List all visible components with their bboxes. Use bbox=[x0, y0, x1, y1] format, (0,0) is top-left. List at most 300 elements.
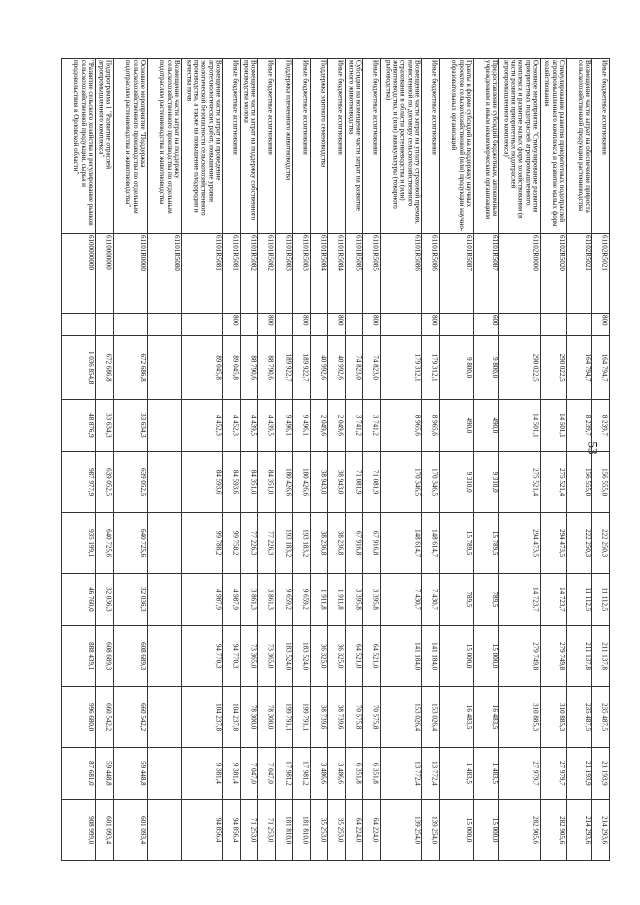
table-cell bbox=[258, 748, 276, 800]
cell-text: 61101R5081 bbox=[214, 235, 223, 272]
table-cell bbox=[439, 451, 473, 512]
table-cell bbox=[113, 513, 147, 574]
table-cell bbox=[258, 234, 276, 314]
table-cell bbox=[499, 234, 540, 314]
table-cell bbox=[328, 748, 346, 800]
cell-text: 9 800,0 bbox=[490, 357, 499, 379]
table-cell bbox=[592, 799, 610, 860]
table-cell bbox=[499, 574, 540, 626]
table-cell bbox=[240, 451, 258, 512]
cell-text: 61101R0000 bbox=[138, 235, 147, 272]
table-cell bbox=[275, 335, 293, 399]
table-cell bbox=[345, 686, 363, 747]
table-cell bbox=[310, 234, 328, 314]
cell-text: Возмещение части затрат на поддержку собственного производства молока bbox=[241, 60, 258, 221]
cell-text: 21 193,9 bbox=[583, 761, 592, 786]
cell-text: 87 681,0 bbox=[87, 761, 96, 786]
cell-text: 16 483,5 bbox=[464, 704, 473, 730]
cell-text: Иные бюджетные ассигнования bbox=[301, 60, 310, 155]
table-cell bbox=[473, 400, 499, 452]
cell-text: 214 293,6 bbox=[583, 815, 592, 844]
cell-text: 6110000000 bbox=[104, 235, 113, 270]
cell-text: 40 992,6 bbox=[336, 355, 345, 380]
table-cell bbox=[240, 335, 258, 399]
table-cell bbox=[363, 400, 381, 452]
cell-text: 9 381,4 bbox=[231, 762, 240, 784]
table-cell bbox=[592, 451, 610, 512]
table-cell bbox=[566, 59, 592, 234]
cell-text: 310 885,3 bbox=[531, 703, 540, 732]
table-cell bbox=[422, 513, 440, 574]
table-cell bbox=[380, 314, 421, 336]
table-cell bbox=[345, 799, 363, 860]
table-cell bbox=[345, 748, 363, 800]
cell-text: 94 770,3 bbox=[214, 643, 223, 669]
cell-text: 9 310,0 bbox=[464, 471, 473, 493]
cell-text: 279 749,8 bbox=[557, 641, 566, 670]
table-cell bbox=[62, 451, 96, 512]
cell-text: 639 052,5 bbox=[104, 467, 113, 496]
cell-text: 164 794,7 bbox=[600, 353, 609, 382]
table-cell bbox=[380, 335, 421, 399]
table-cell bbox=[240, 400, 258, 452]
cell-text: 235 487,5 bbox=[600, 703, 609, 732]
cell-text: 800 bbox=[600, 315, 609, 326]
cell-text: Иные бюджетные ассигнования bbox=[430, 60, 439, 155]
cell-text: 800 bbox=[430, 315, 439, 326]
table-cell bbox=[310, 513, 328, 574]
table-cell bbox=[181, 748, 222, 800]
cell-text: 290 022,5 bbox=[531, 353, 540, 382]
table-cell bbox=[363, 574, 381, 626]
table-cell bbox=[113, 400, 147, 452]
table-cell bbox=[223, 625, 241, 686]
cell-text: 9 800,0 bbox=[464, 357, 473, 379]
table-cell bbox=[363, 335, 381, 399]
table-cell bbox=[310, 686, 328, 747]
cell-text: 235 487,5 bbox=[583, 703, 592, 732]
cell-text: 3 486,6 bbox=[319, 762, 328, 784]
table-cell bbox=[310, 625, 328, 686]
table-cell bbox=[380, 513, 421, 574]
table-row bbox=[62, 400, 610, 452]
cell-text: 800 bbox=[301, 315, 310, 326]
cell-text: Иные бюджетные ассигнования bbox=[600, 60, 609, 155]
table-cell bbox=[439, 314, 473, 336]
cell-text: 48 876,9 bbox=[87, 413, 96, 438]
table-cell bbox=[345, 59, 363, 234]
cell-text: 67 916,8 bbox=[371, 530, 380, 556]
cell-text: Иные бюджетные ассигнования bbox=[371, 60, 380, 155]
table-cell bbox=[223, 748, 241, 800]
table-cell bbox=[275, 625, 293, 686]
table-cell bbox=[328, 574, 346, 626]
cell-text: 64 521,0 bbox=[371, 643, 380, 669]
table-cell bbox=[293, 314, 311, 336]
table-cell bbox=[258, 574, 276, 626]
table-cell bbox=[275, 513, 293, 574]
cell-text: 94 856,4 bbox=[214, 817, 223, 843]
cell-text: 193 183,2 bbox=[301, 529, 310, 558]
cell-text: Стимулирование развития приоритетных подотраслей агропромышленного комплекса и развитие малых форм хозяйствования bbox=[542, 60, 566, 227]
table-cell bbox=[363, 234, 381, 314]
cell-text: 61101R5086 bbox=[430, 235, 439, 272]
table-cell bbox=[240, 234, 258, 314]
cell-text: 275 521,4 bbox=[557, 467, 566, 496]
cell-text: 11 112,5 bbox=[583, 587, 592, 612]
table-cell bbox=[96, 625, 114, 686]
cell-text: 3 861,3 bbox=[249, 588, 258, 610]
table-cell bbox=[258, 59, 276, 234]
table-cell bbox=[328, 234, 346, 314]
table-cell bbox=[422, 748, 440, 800]
table-row bbox=[62, 625, 610, 686]
cell-text: 59 448,8 bbox=[104, 761, 113, 786]
cell-text: 282 905,6 bbox=[557, 815, 566, 844]
table-cell bbox=[328, 625, 346, 686]
cell-text: 608 689,3 bbox=[138, 641, 147, 670]
cell-text: Возмещение части затрат на поддержку сельскохозяйственного производства по отдельным подотраслям растениеводства и животноводства bbox=[157, 60, 181, 214]
table-cell bbox=[540, 686, 566, 747]
cell-text: 77 226,3 bbox=[249, 530, 258, 556]
cell-text: 78 300,0 bbox=[266, 704, 275, 730]
cell-text: 153 026,4 bbox=[413, 703, 422, 732]
table-cell bbox=[96, 748, 114, 800]
table-cell bbox=[62, 625, 96, 686]
table-cell bbox=[380, 59, 421, 234]
cell-text: 8 239,7 bbox=[600, 415, 609, 437]
cell-text: 310 885,3 bbox=[557, 703, 566, 732]
table-cell bbox=[181, 686, 222, 747]
cell-text: Поддержка элитного семеноводства bbox=[319, 60, 328, 168]
table-cell bbox=[439, 686, 473, 747]
cell-text: 14 501,1 bbox=[531, 413, 540, 438]
table-cell bbox=[439, 400, 473, 452]
table-cell bbox=[380, 686, 421, 747]
cell-text: 640 725,6 bbox=[138, 529, 147, 558]
table-cell bbox=[223, 513, 241, 574]
cell-text: 104 237,8 bbox=[231, 703, 240, 732]
cell-text: 94 856,4 bbox=[231, 817, 240, 843]
page-number: 53 bbox=[585, 441, 601, 455]
table-cell bbox=[310, 799, 328, 860]
cell-text: 214 293,6 bbox=[600, 815, 609, 844]
table-cell bbox=[473, 513, 499, 574]
cell-text: 61102R0000 bbox=[531, 235, 540, 272]
table-cell bbox=[240, 59, 258, 234]
cell-text: 73 365,0 bbox=[266, 643, 275, 669]
table-cell bbox=[147, 686, 181, 747]
table-cell bbox=[363, 513, 381, 574]
table-cell bbox=[566, 513, 592, 574]
cell-text: 789,5 bbox=[490, 591, 499, 608]
table-cell bbox=[275, 686, 293, 747]
table-cell bbox=[62, 314, 96, 336]
table-cell bbox=[380, 748, 421, 800]
table-cell bbox=[96, 400, 114, 452]
cell-text: 33 634,3 bbox=[104, 413, 113, 438]
table-cell bbox=[499, 314, 540, 336]
table-cell bbox=[592, 625, 610, 686]
cell-text: 1 483,5 bbox=[490, 762, 499, 784]
table-cell bbox=[439, 574, 473, 626]
table-cell bbox=[223, 686, 241, 747]
table-cell bbox=[380, 400, 421, 452]
table-cell bbox=[566, 625, 592, 686]
table-cell bbox=[566, 799, 592, 860]
cell-text: 164 794,7 bbox=[583, 353, 592, 382]
cell-text: 601 093,4 bbox=[138, 815, 147, 844]
table-cell bbox=[275, 748, 293, 800]
table-cell bbox=[345, 625, 363, 686]
table-cell bbox=[499, 513, 540, 574]
cell-text: 800 bbox=[371, 315, 380, 326]
table-cell bbox=[345, 335, 363, 399]
table-cell bbox=[62, 574, 96, 626]
table-cell bbox=[592, 574, 610, 626]
cell-text: 6 351,8 bbox=[354, 762, 363, 784]
cell-text: 8 239,7 bbox=[583, 415, 592, 437]
cell-text: 99 788,2 bbox=[214, 530, 223, 556]
cell-text: 7 430,7 bbox=[413, 588, 422, 610]
cell-text: 15 000,0 bbox=[490, 817, 499, 843]
table-cell bbox=[566, 574, 592, 626]
table-cell bbox=[96, 574, 114, 626]
cell-text: 7 047,0 bbox=[266, 762, 275, 784]
cell-text: 800 bbox=[336, 315, 345, 326]
table-cell bbox=[363, 799, 381, 860]
cell-text: 7 430,7 bbox=[430, 588, 439, 610]
table-cell bbox=[275, 574, 293, 626]
table-cell bbox=[499, 335, 540, 399]
cell-text: 36 325,0 bbox=[336, 643, 345, 669]
cell-text: Поддержка племенного животноводства bbox=[284, 60, 293, 181]
cell-text: 294 473,5 bbox=[531, 529, 540, 558]
table-cell bbox=[293, 400, 311, 452]
cell-text: 1 911,8 bbox=[319, 589, 328, 610]
table-cell bbox=[240, 748, 258, 800]
cell-text: 70 575,8 bbox=[371, 704, 380, 730]
cell-text: 9 381,4 bbox=[214, 762, 223, 784]
cell-text: 6100000000 bbox=[87, 235, 96, 271]
cell-text: Субсидии на возмещение части затрат на развитие мясного животноводства bbox=[346, 60, 363, 211]
cell-text: 13 772,4 bbox=[430, 761, 439, 786]
table-cell bbox=[181, 234, 222, 314]
table-cell bbox=[147, 799, 181, 860]
table-cell bbox=[380, 799, 421, 860]
cell-text: 1 483,5 bbox=[464, 762, 473, 784]
table-cell bbox=[566, 748, 592, 800]
table-cell bbox=[473, 625, 499, 686]
cell-text: 156 555,0 bbox=[583, 467, 592, 496]
cell-text: 104 237,8 bbox=[214, 703, 223, 732]
cell-text: 61102R5020 bbox=[557, 235, 566, 272]
table-cell bbox=[345, 451, 363, 512]
cell-text: 61102R5021 bbox=[583, 235, 592, 272]
table-row bbox=[62, 335, 610, 399]
cell-text: 67 916,8 bbox=[354, 530, 363, 556]
cell-text: 35 253,0 bbox=[319, 817, 328, 843]
cell-text: 148 614,7 bbox=[430, 529, 439, 558]
table-cell bbox=[293, 574, 311, 626]
table-cell bbox=[363, 59, 381, 234]
table-cell bbox=[258, 625, 276, 686]
table-cell bbox=[540, 59, 566, 234]
table-cell bbox=[181, 314, 222, 336]
table-cell bbox=[240, 625, 258, 686]
cell-text: 9 496,1 bbox=[284, 415, 293, 437]
cell-text: 74 823,0 bbox=[371, 355, 380, 380]
cell-text: Иные бюджетные ассигнования bbox=[336, 60, 345, 155]
cell-text: 84 593,6 bbox=[231, 469, 240, 495]
cell-text: 78 300,0 bbox=[249, 704, 258, 730]
table-cell bbox=[62, 335, 96, 399]
table-cell bbox=[258, 314, 276, 336]
table-cell bbox=[422, 314, 440, 336]
table-cell bbox=[328, 686, 346, 747]
table-cell bbox=[540, 400, 566, 452]
cell-text: 71 253,0 bbox=[266, 817, 275, 843]
cell-text: 608 689,3 bbox=[104, 641, 113, 670]
cell-text: 672 686,8 bbox=[138, 353, 147, 382]
table-cell bbox=[363, 748, 381, 800]
table-cell bbox=[113, 451, 147, 512]
table-cell bbox=[240, 513, 258, 574]
table-cell bbox=[422, 625, 440, 686]
table-cell bbox=[147, 748, 181, 800]
cell-text: 601 093,4 bbox=[104, 815, 113, 844]
table-cell bbox=[310, 748, 328, 800]
cell-text: 14 723,7 bbox=[531, 587, 540, 612]
table-cell bbox=[310, 574, 328, 626]
cell-text: 4 439,5 bbox=[249, 415, 258, 437]
table-cell bbox=[293, 625, 311, 686]
cell-text: 189 922,7 bbox=[301, 353, 310, 382]
table-cell bbox=[96, 451, 114, 512]
cell-text: 180 426,6 bbox=[301, 467, 310, 496]
table-row bbox=[62, 513, 610, 574]
table-cell bbox=[422, 234, 440, 314]
table-cell bbox=[275, 400, 293, 452]
table-cell bbox=[181, 625, 222, 686]
table-cell bbox=[181, 400, 222, 452]
table-cell bbox=[293, 234, 311, 314]
cell-text: Предоставление субсидий бюджетным, автономным учреждениям и иным некоммерческим организациям bbox=[483, 60, 499, 220]
table-cell bbox=[113, 686, 147, 747]
table-cell bbox=[181, 335, 222, 399]
table-cell bbox=[422, 400, 440, 452]
table-cell bbox=[147, 400, 181, 452]
cell-text: Иные бюджетные ассигнования bbox=[231, 60, 240, 155]
cell-text: 16 483,5 bbox=[490, 704, 499, 730]
cell-text: 139 254,0 bbox=[430, 815, 439, 844]
cell-text: 99 758,2 bbox=[231, 530, 240, 556]
cell-text: "Развитие сельского хозяйства и регулирование рынков сельскохозяйственной продукции, сырья и продовольствия в Орловской области" bbox=[72, 60, 96, 226]
table-cell bbox=[380, 451, 421, 512]
table-cell bbox=[275, 234, 293, 314]
cell-text: 64 521,0 bbox=[354, 643, 363, 669]
cell-text: 996 680,0 bbox=[87, 703, 96, 732]
cell-text: 38 739,6 bbox=[319, 704, 328, 730]
table-cell bbox=[566, 234, 592, 314]
cell-text: 153 026,4 bbox=[430, 703, 439, 732]
cell-text: 6 351,8 bbox=[371, 762, 380, 784]
cell-text: 181 810,0 bbox=[301, 815, 310, 844]
table-cell bbox=[62, 400, 96, 452]
table-cell bbox=[293, 748, 311, 800]
table-cell bbox=[473, 335, 499, 399]
cell-text: 800 bbox=[266, 315, 275, 326]
table-cell bbox=[147, 59, 181, 234]
table-cell bbox=[540, 335, 566, 399]
table-cell bbox=[113, 234, 147, 314]
table-cell bbox=[473, 686, 499, 747]
table-cell bbox=[439, 625, 473, 686]
table-cell bbox=[363, 686, 381, 747]
cell-text: 64 224,0 bbox=[371, 817, 380, 843]
table-row bbox=[62, 799, 610, 860]
cell-text: 9 496,1 bbox=[301, 415, 310, 437]
table-cell bbox=[258, 400, 276, 452]
cell-text: 38 943,0 bbox=[319, 469, 328, 495]
cell-text: 13 772,4 bbox=[413, 761, 422, 786]
cell-text: 15 000,0 bbox=[464, 643, 473, 669]
cell-text: 38 739,6 bbox=[336, 704, 345, 730]
cell-text: 33 634,3 bbox=[138, 413, 147, 438]
table-cell bbox=[592, 59, 610, 234]
cell-text: 88 790,6 bbox=[249, 355, 258, 380]
table-cell bbox=[422, 799, 440, 860]
table-cell bbox=[96, 314, 114, 336]
table-cell bbox=[363, 314, 381, 336]
cell-text: 7 047,0 bbox=[249, 762, 258, 784]
cell-text: 179 312,1 bbox=[413, 353, 422, 382]
cell-text: 77 226,3 bbox=[266, 530, 275, 556]
table-cell bbox=[223, 234, 241, 314]
table-cell bbox=[113, 574, 147, 626]
cell-text: 61101R5081 bbox=[231, 235, 240, 272]
cell-text: Гранты в форме субсидий на поддержку научных проектов сельскохозяйственной (или) продукции научно-образовательных организаций bbox=[449, 60, 473, 232]
table-cell bbox=[258, 335, 276, 399]
cell-text: 61101R5085 bbox=[354, 235, 363, 272]
table-cell bbox=[310, 335, 328, 399]
cell-text: 71 081,9 bbox=[371, 469, 380, 495]
cell-text: 3 741,2 bbox=[354, 415, 363, 437]
table-cell bbox=[113, 335, 147, 399]
cell-text: 672 686,8 bbox=[104, 353, 113, 382]
cell-text: 4 987,9 bbox=[214, 588, 223, 610]
cell-text: 88 790,6 bbox=[266, 355, 275, 380]
cell-text: 3 395,8 bbox=[354, 588, 363, 610]
cell-text: 61102R5021 bbox=[600, 235, 609, 272]
cell-text: 4 439,5 bbox=[266, 415, 275, 437]
table-cell bbox=[439, 748, 473, 800]
cell-text: 61101R5085 bbox=[371, 235, 380, 272]
cell-text: 64 224,0 bbox=[354, 817, 363, 843]
cell-text: 94 770,3 bbox=[231, 643, 240, 669]
table-cell bbox=[310, 314, 328, 336]
table-cell bbox=[345, 574, 363, 626]
table-cell bbox=[258, 451, 276, 512]
cell-text: Иные бюджетные ассигнования bbox=[266, 60, 275, 155]
table-cell bbox=[592, 686, 610, 747]
table-cell bbox=[345, 314, 363, 336]
table-cell bbox=[439, 234, 473, 314]
table-cell bbox=[380, 234, 421, 314]
table-cell bbox=[473, 451, 499, 512]
cell-text: 3 486,6 bbox=[336, 762, 345, 784]
cell-text: 222 250,3 bbox=[600, 529, 609, 558]
